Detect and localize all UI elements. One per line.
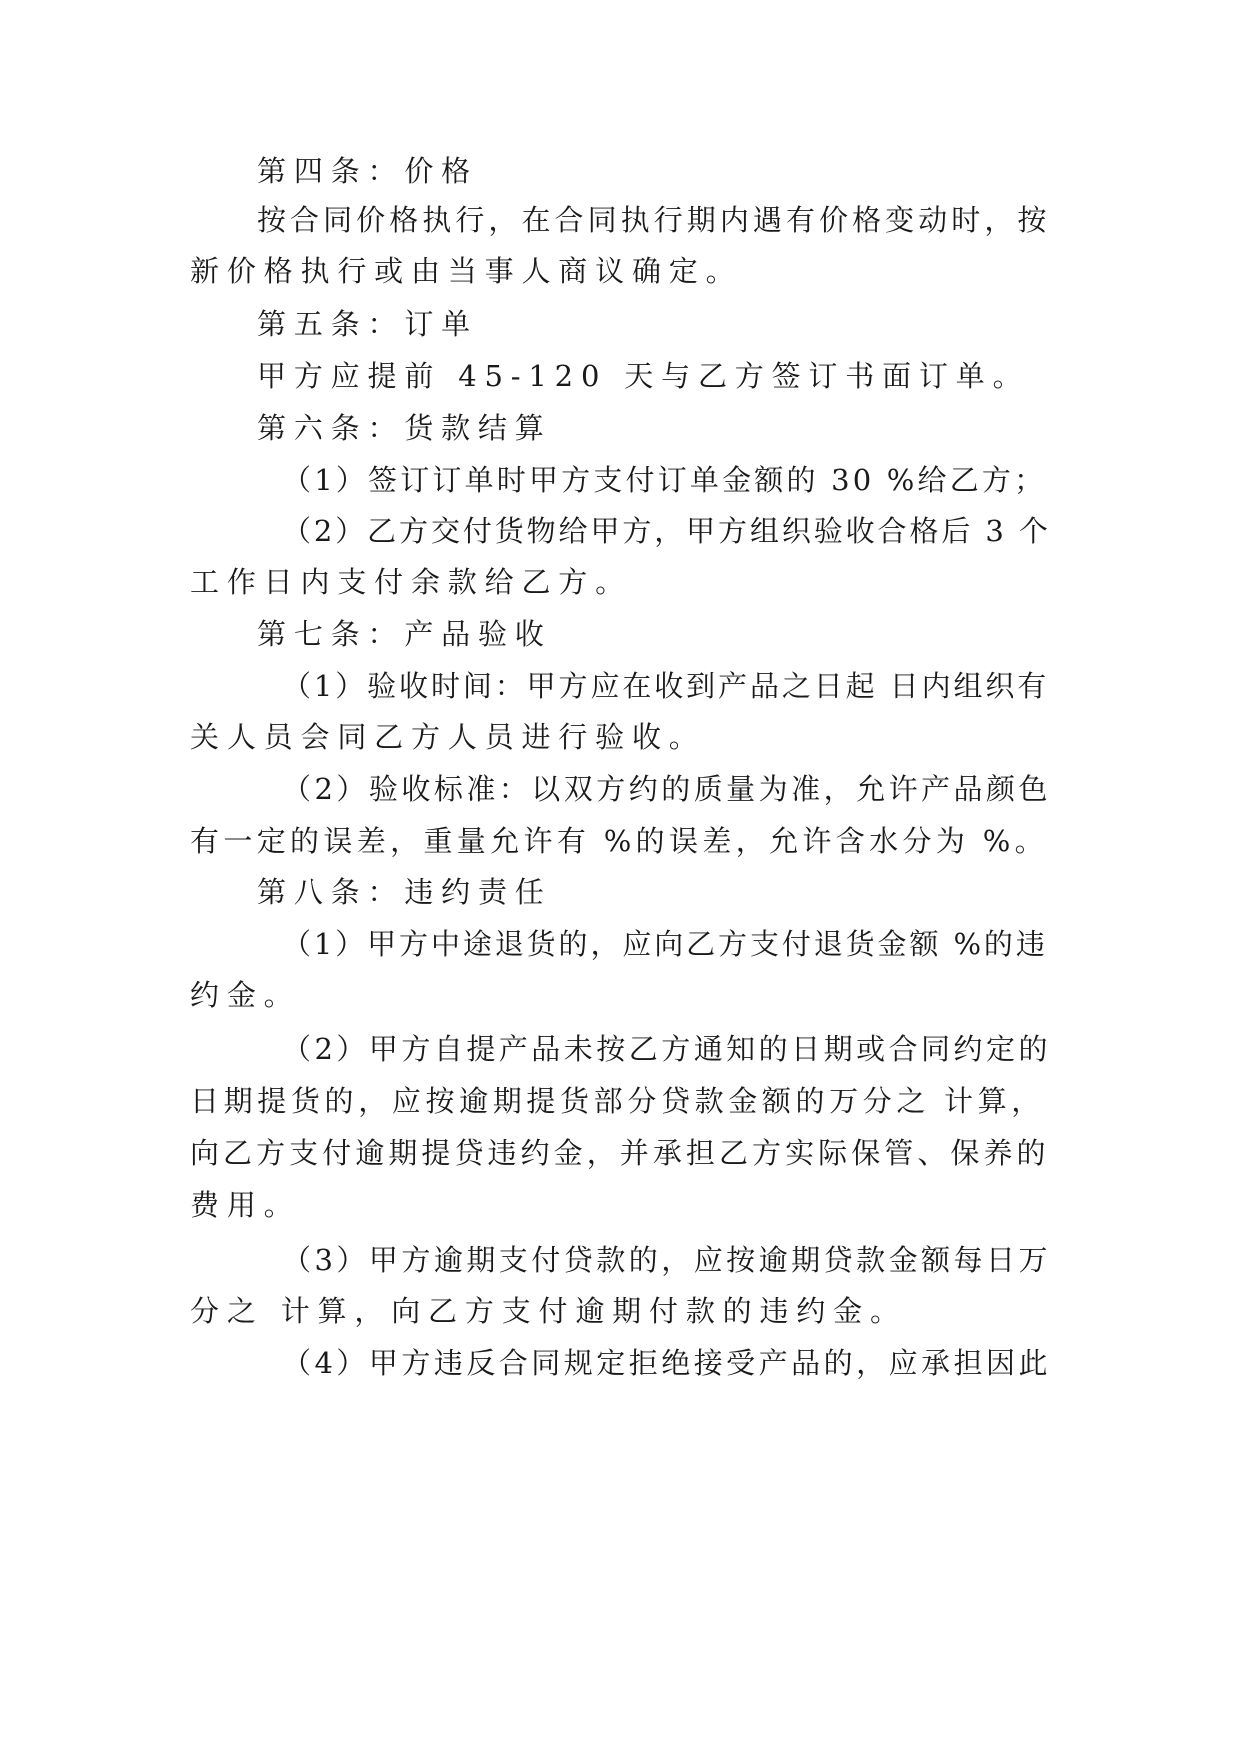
article-8-clause-1: （1）甲方中途退货的，应向乙方支付退货金额 %的违: [282, 927, 1048, 961]
article-5-paragraph-line: 甲方应提前 45-120 天与乙方签订书面订单。: [257, 359, 1030, 393]
article-7-clause-2: （2）验收标准：以双方约的质量为准，允许产品颜色: [282, 772, 1051, 806]
article-6-clause-2: （2）乙方交付货物给甲方，甲方组织验收合格后 3 个: [282, 514, 1051, 548]
article-8-clause-3: （3）甲方逾期支付贷款的，应按逾期贷款金额每日万: [282, 1243, 1051, 1277]
article-8-clause-3-continued: 分之 计算，向乙方支付逾期付款的违约金。: [190, 1294, 907, 1328]
article-8-heading: 第八条：违约责任: [257, 875, 552, 909]
article-8-clause-2-continued: 费用。: [190, 1188, 301, 1222]
article-4-heading: 第四条：价格: [257, 154, 478, 188]
article-6-clause-1: （1）签订订单时甲方支付订单金额的 30 %给乙方；: [282, 463, 1047, 497]
article-7-clause-1-continued: 关人员会同乙方人员进行验收。: [190, 720, 706, 754]
article-8-clause-2-continued: 日期提货的，应按逾期提货部分贷款金额的万分之 计算，: [190, 1084, 1045, 1118]
article-8-clause-2-continued: 向乙方支付逾期提贷违约金，并承担乙方实际保管、保养的: [190, 1136, 1050, 1170]
article-8-clause-2: （2）甲方自提产品未按乙方通知的日期或合同约定的: [282, 1032, 1051, 1066]
article-7-clause-1: （1）验收时间：甲方应在收到产品之日起 日内组织有: [282, 669, 1050, 703]
article-4-paragraph-line: 新价格执行或由当事人商议确定。: [190, 254, 743, 288]
article-8-clause-4: （4）甲方违反合同规定拒绝接受产品的，应承担因此: [282, 1346, 1051, 1380]
article-4-paragraph-line: 按合同价格执行，在合同执行期内遇有价格变动时，按: [257, 203, 1051, 237]
article-8-clause-1-continued: 约金。: [190, 978, 301, 1012]
article-6-heading: 第六条：货款结算: [257, 411, 552, 445]
article-6-clause-2-continued: 工作日内支付余款给乙方。: [190, 565, 632, 599]
article-7-heading: 第七条：产品验收: [257, 617, 552, 651]
article-7-clause-2-continued: 有一定的误差，重量允许有 %的误差，允许含水分为 %。: [190, 824, 1048, 858]
article-5-heading: 第五条：订单: [257, 307, 478, 341]
